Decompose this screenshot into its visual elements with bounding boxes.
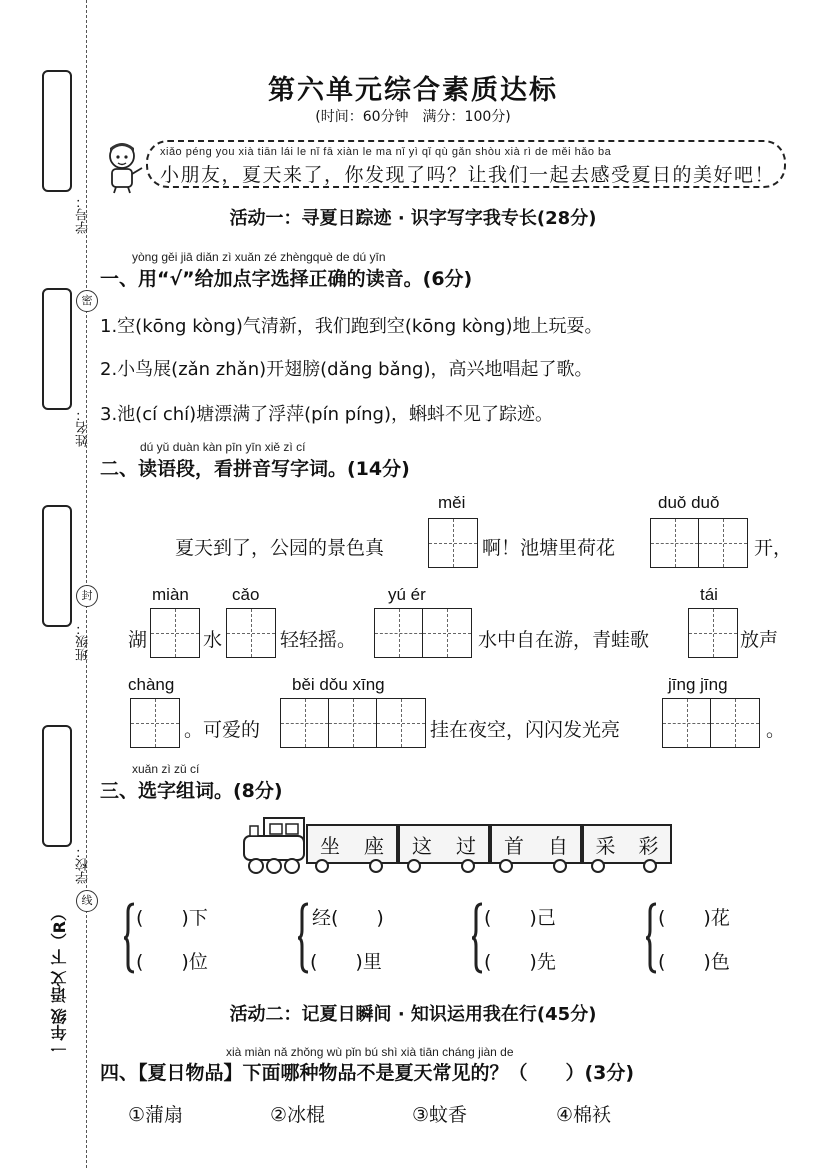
pinyin-jingjing: jīng jīng	[668, 675, 728, 694]
class-label: 班级：	[76, 622, 91, 661]
passage-text-7: 水中自在游，青蛙歌	[478, 629, 650, 651]
binding-margin	[0, 0, 100, 1168]
q4-option-1[interactable]: ①蒲扇	[128, 1104, 184, 1126]
q1-heading: 一、用“√”给加点字选择正确的读音。(6分)	[100, 268, 473, 290]
passage-text-2: 啊！池塘里荷花	[482, 537, 616, 559]
q1-item-3: 3.池(cí chí)塘漂满了浮萍(pín píng)，蝌蚪不见了踪迹。	[100, 404, 554, 425]
name-label: 姓名：	[76, 408, 91, 447]
answer-grid-yuer[interactable]	[374, 608, 472, 658]
group-2-top[interactable]: 经( )	[312, 907, 384, 929]
passage-text-3: 开，	[754, 537, 793, 559]
school-label: 学校：	[76, 845, 91, 884]
group-4-top[interactable]: ( )花	[658, 907, 730, 929]
child-avatar	[100, 138, 144, 194]
pinyin-duoduo: duǒ duǒ	[658, 493, 720, 512]
car-char: 自	[548, 833, 568, 858]
passage-text-4: 湖	[128, 629, 148, 651]
q4-heading: 四、【夏日物品】下面哪种物品不是夏天常见的？（ ）(3分)	[100, 1062, 635, 1084]
pinyin-cao: cǎo	[232, 585, 260, 604]
bubble-pinyin: xiǎo péng you xià tiān lái le nǐ fā xiàn le ma nǐ yì qǐ qù gǎn shòu xià rì de měi hǎo ba	[160, 146, 612, 158]
page-title: 第六单元综合素质达标	[268, 75, 558, 106]
passage-text-10: 挂在夜空，闪闪发光亮	[430, 719, 621, 741]
group-1-bottom[interactable]: ( )位	[136, 951, 208, 973]
answer-grid-cao[interactable]	[226, 608, 276, 658]
q1-pinyin: yòng gěi jiā diǎn zì xuǎn zé zhèngquè de dú yīn	[132, 250, 386, 264]
group-3-top[interactable]: ( )己	[484, 907, 556, 929]
q4-option-4[interactable]: ④棉袄	[556, 1104, 612, 1126]
page-subtitle: (时间：60分钟 满分：100分)	[315, 109, 511, 125]
group-2-bottom[interactable]: ( )里	[310, 951, 382, 973]
car-char: 这	[412, 833, 432, 858]
answer-grid-tai[interactable]	[688, 608, 738, 658]
answer-grid-mian[interactable]	[150, 608, 200, 658]
group-4-bottom[interactable]: ( )色	[658, 951, 730, 973]
q1-item-2: 2.小鸟展(zǎn zhǎn)开翅膀(dǎng bǎng)，高兴地唱起了歌。	[100, 359, 593, 380]
passage-text-8: 放声	[740, 629, 779, 651]
train-wheels	[300, 858, 672, 874]
q3-heading: 三、选字组词。(8分)	[100, 780, 283, 802]
car-char: 座	[364, 833, 384, 858]
activity-2-heading: 活动二：记夏日瞬间 · 知识运用我在行(45分)	[229, 1004, 597, 1025]
cut-line	[86, 0, 87, 1168]
group-1-top[interactable]: ( )下	[136, 907, 208, 929]
answer-grid-beidouxing[interactable]	[280, 698, 426, 748]
car-char: 首	[504, 833, 524, 858]
car-char: 坐	[320, 833, 340, 858]
passage-text-9: 。可爱的	[184, 719, 261, 741]
student-id-label: 学号：	[76, 195, 91, 234]
pinyin-tai: tái	[700, 585, 718, 604]
seal-circle-mi: 密	[76, 290, 98, 312]
pinyin-mian: miàn	[152, 585, 189, 604]
seal-circle-feng: 封	[76, 585, 98, 607]
pinyin-mei: měi	[438, 493, 466, 512]
q1-item-1: 1.空(kōng kòng)气清新，我们跑到空(kōng kòng)地上玩耍。	[100, 316, 603, 337]
class-box[interactable]	[42, 505, 72, 627]
passage-text-1: 夏天到了，公园的景色真	[175, 537, 385, 559]
car-char: 过	[456, 833, 476, 858]
group-3-bottom[interactable]: ( )先	[484, 951, 556, 973]
car-char: 采	[595, 833, 616, 858]
pinyin-chang: chàng	[128, 675, 175, 694]
name-box[interactable]	[42, 288, 72, 410]
answer-grid-mei[interactable]	[428, 518, 478, 568]
pinyin-beidouxing: běi dǒu xīng	[292, 675, 385, 694]
car-char: 彩	[638, 833, 659, 858]
pinyin-yuer: yú ér	[388, 585, 426, 604]
answer-grid-jingjing[interactable]	[662, 698, 760, 748]
bubble-text: 小朋友，夏天来了，你发现了吗？让我们一起去感受夏日的美好吧！	[160, 164, 776, 186]
passage-text-6: 轻轻摇。	[280, 629, 357, 651]
school-box[interactable]	[42, 725, 72, 847]
q2-heading: 二、读语段，看拼音写字词。(14分)	[100, 458, 410, 480]
activity-1-heading: 活动一：寻夏日踪迹 · 识字写字我专长(28分)	[229, 208, 597, 229]
q4-option-3[interactable]: ③蚊香	[412, 1104, 468, 1126]
q4-option-2[interactable]: ②冰棍	[270, 1104, 326, 1126]
q4-pinyin: xià miàn nǎ zhǒng wù pǐn bú shì xià tiān cháng jiàn de	[226, 1045, 514, 1059]
answer-grid-duoduo[interactable]	[650, 518, 748, 568]
grade-subject: 一年级 语文 下（R）	[50, 905, 69, 1057]
q2-pinyin: dú yǔ duàn kàn pīn yīn xiě zì cí	[140, 440, 306, 454]
q3-pinyin: xuǎn zì zǔ cí	[132, 762, 200, 776]
seal-circle-xian: 线	[76, 890, 98, 912]
answer-grid-chang[interactable]	[130, 698, 180, 748]
passage-text-5: 水	[203, 629, 223, 651]
passage-text-11: 。	[766, 719, 786, 741]
